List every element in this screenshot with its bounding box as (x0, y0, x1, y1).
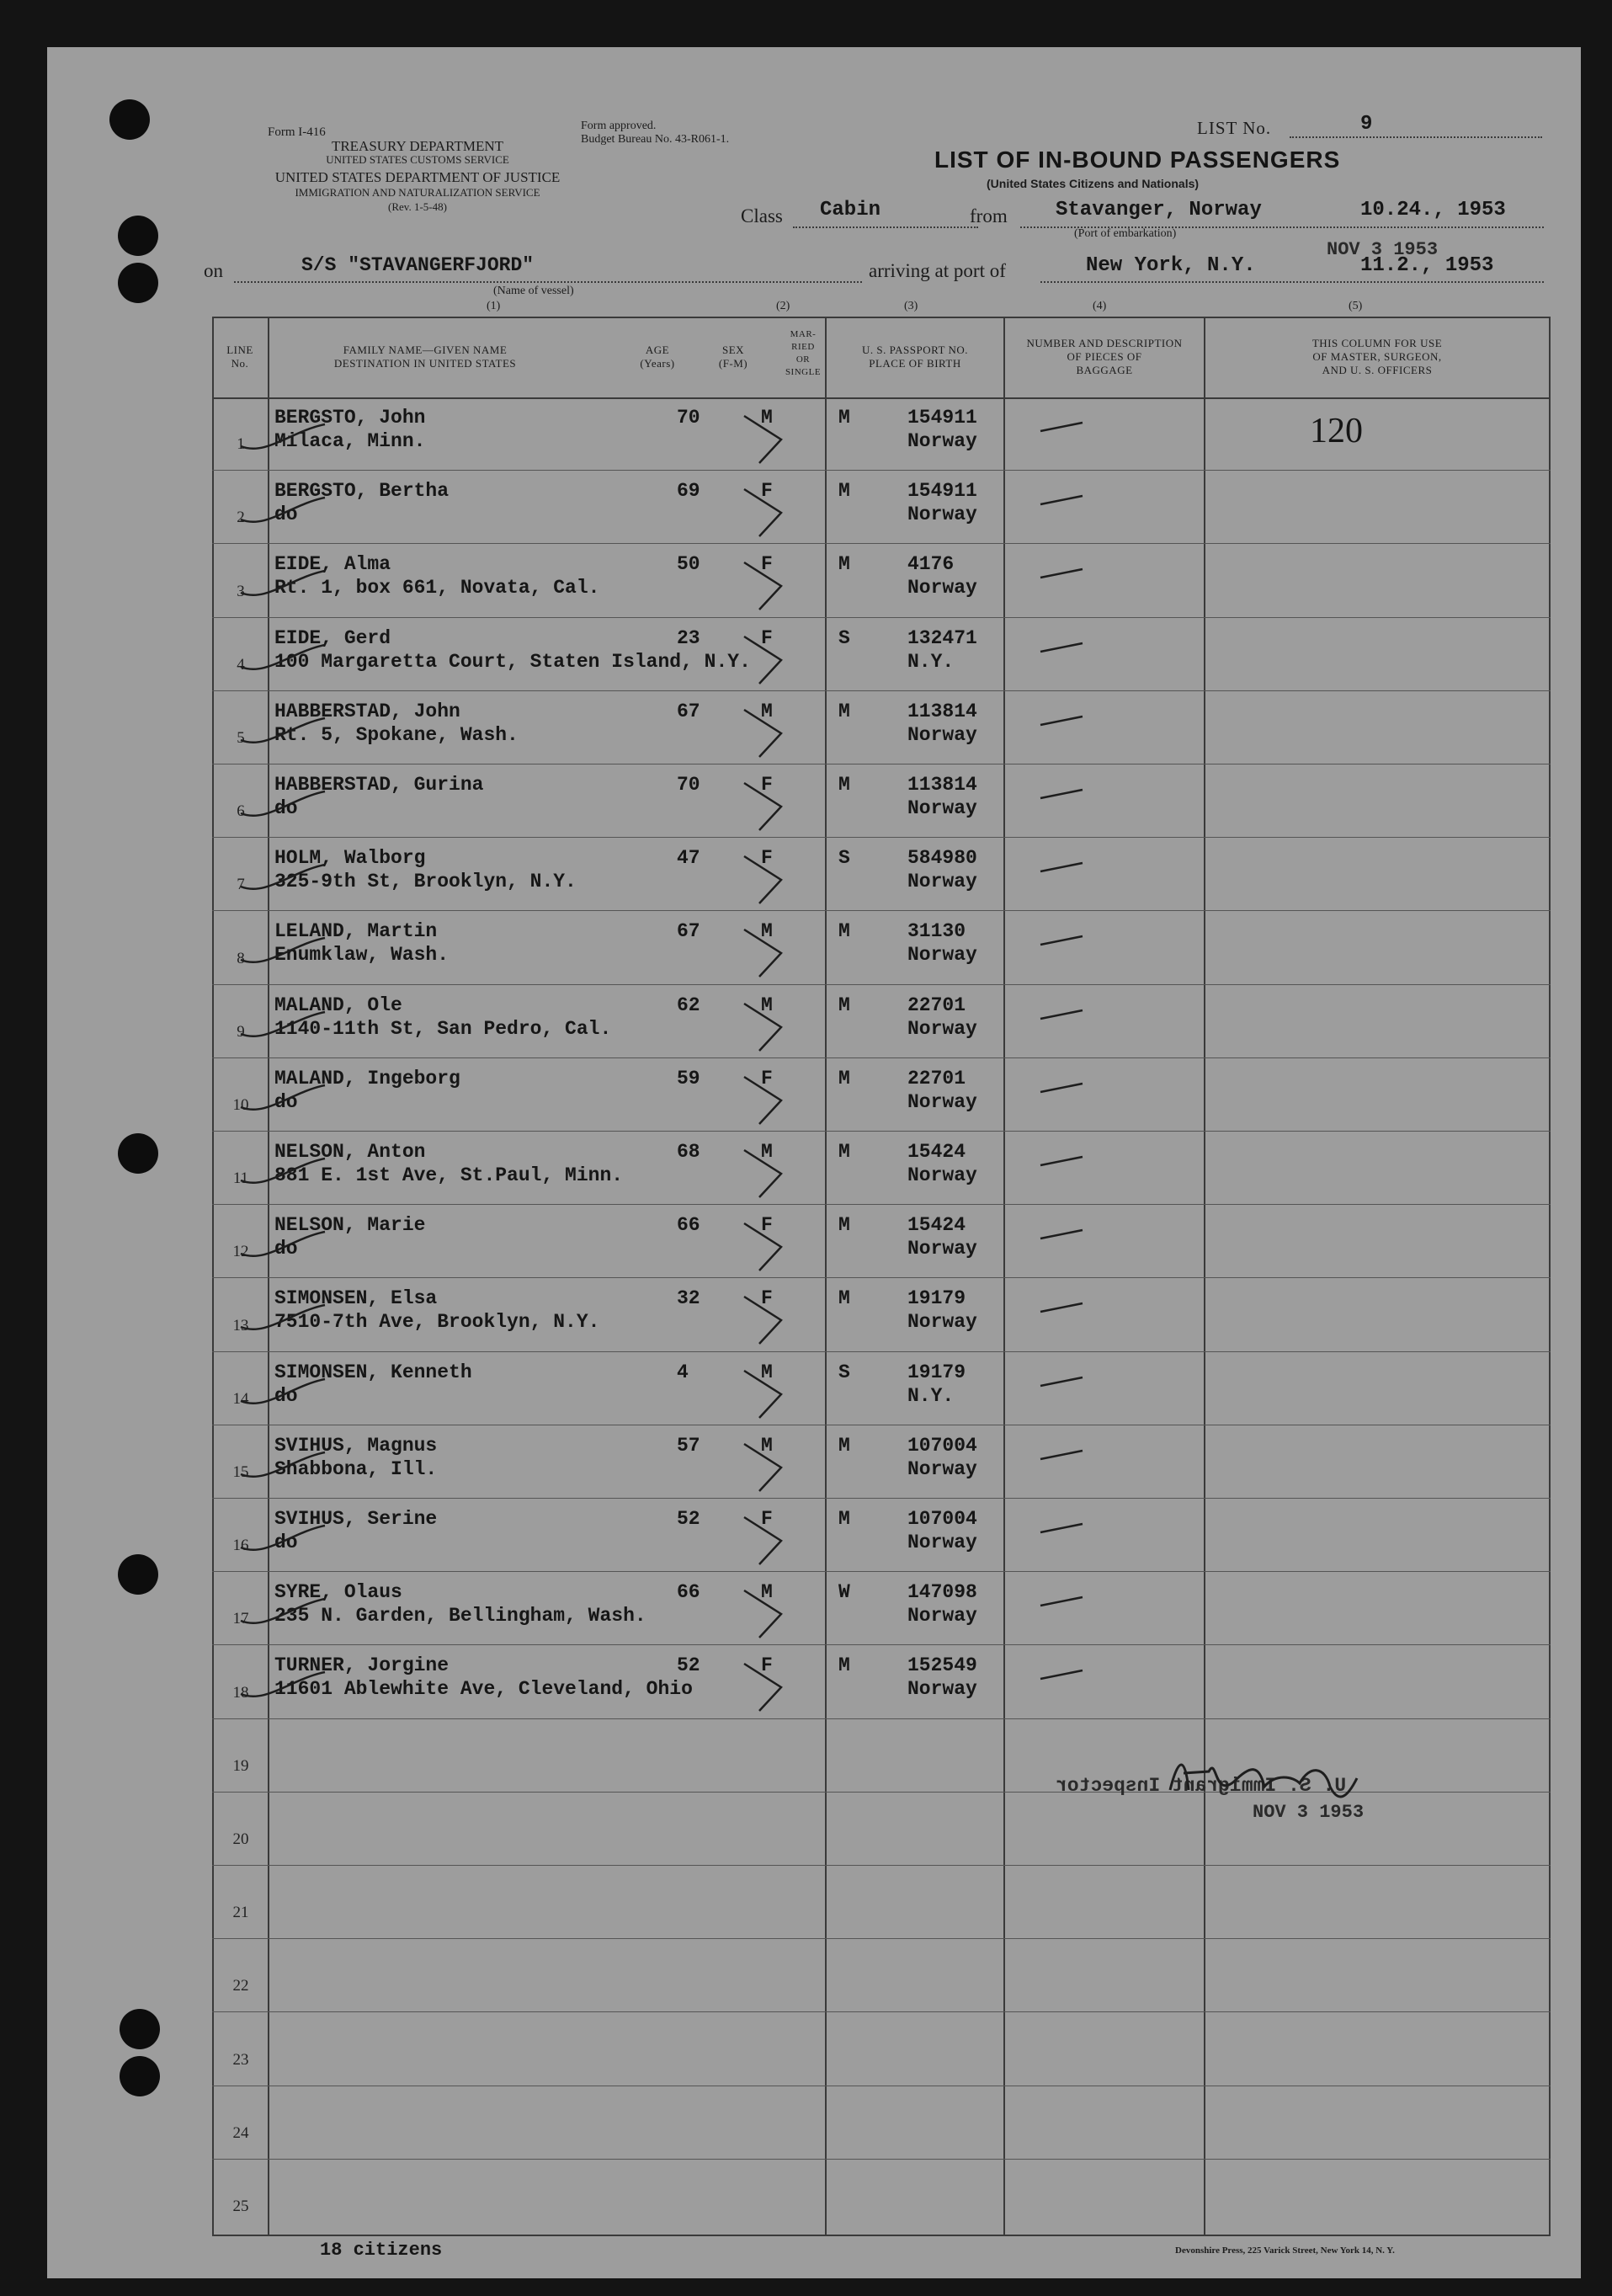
place-of-birth: Norway (907, 1457, 977, 1480)
age: 32 (677, 1287, 700, 1310)
line-number: 23 (232, 2050, 249, 2069)
place-of-birth: Norway (907, 1090, 977, 1113)
place-of-birth: N.Y. (907, 1384, 955, 1407)
line-number: 18 (232, 1683, 249, 1702)
place-of-birth: Norway (907, 1311, 977, 1334)
passport-number: 147098 (907, 1581, 977, 1604)
place-of-birth: Norway (907, 871, 977, 893)
marital-status: M (838, 774, 850, 796)
sex: F (761, 1508, 773, 1530)
arriving-date: 11.2., 1953 (1360, 254, 1494, 277)
passport-number: 22701 (907, 1067, 966, 1089)
line-number: 24 (232, 2123, 249, 2142)
place-of-birth: Norway (907, 1678, 977, 1701)
place-of-birth: Norway (907, 1532, 977, 1553)
marital-status: M (838, 553, 850, 576)
table-row (47, 1645, 1581, 1718)
place-of-birth: Norway (907, 1605, 977, 1627)
table-row (47, 1425, 1581, 1499)
place-of-birth: Norway (907, 430, 977, 452)
age: 4 (677, 1361, 689, 1383)
destination: do (274, 797, 298, 819)
customs-service: UNITED STATES CUSTOMS SERVICE (326, 153, 509, 166)
punch-hole (109, 99, 150, 140)
page-title: LIST OF IN-BOUND PASSENGERS (934, 146, 1341, 173)
passenger-name: HOLM, Walborg (274, 847, 426, 870)
header-passport: U. S. PASSPORT NO. PLACE OF BIRTH (862, 344, 968, 370)
line-number: 4 (237, 655, 245, 674)
place-of-birth: Norway (907, 797, 977, 819)
marital-status: M (838, 1067, 850, 1089)
document-page (47, 47, 1581, 2278)
table-row (47, 2160, 1581, 2233)
age: 69 (677, 480, 700, 503)
marital-status: M (838, 407, 850, 429)
age: 59 (677, 1067, 700, 1089)
revision: (Rev. 1-5-48) (388, 200, 447, 213)
department-of-justice: UNITED STATES DEPARTMENT OF JUSTICE (274, 169, 561, 185)
passenger-name: HABBERSTAD, Gurina (274, 774, 484, 796)
sex: M (761, 700, 773, 722)
line-number: 2 (237, 509, 245, 527)
total-citizens: 18 citizens (320, 2240, 443, 2261)
destination: 7510-7th Ave, Brooklyn, N.Y. (274, 1311, 600, 1334)
header-officer-column: THIS COLUMN FOR USE OF MASTER, SURGEON, AND U. S. OFFICERS (1311, 337, 1443, 376)
sex: M (761, 920, 773, 943)
sex: F (761, 1067, 773, 1089)
line-number: 20 (232, 1830, 249, 1848)
sex: F (761, 774, 773, 796)
line-number: 16 (232, 1537, 249, 1555)
form-number: Form I-416 (268, 125, 326, 139)
age: 67 (677, 700, 700, 722)
place-of-birth: Norway (907, 944, 977, 967)
marital-status: S (838, 847, 850, 870)
line-number: 14 (232, 1389, 249, 1408)
sex: M (761, 1434, 773, 1457)
passenger-name: EIDE, Alma (274, 553, 391, 576)
destination: do (274, 1090, 298, 1113)
column-number-4: (4) (1093, 300, 1107, 312)
line-number: 19 (232, 1756, 249, 1775)
age: 62 (677, 994, 700, 1016)
sex: F (761, 626, 773, 649)
header-married: MAR- RIED OR SINGLE (785, 329, 822, 377)
sex: M (761, 994, 773, 1016)
table-row (47, 1866, 1581, 1939)
column-number-5: (5) (1349, 300, 1363, 312)
class-value: Cabin (820, 199, 881, 221)
destination: 100 Margaretta Court, Staten Island, N.Y. (274, 650, 751, 673)
table-row (47, 1939, 1581, 2012)
age: 70 (677, 774, 700, 796)
line-number: 10 (232, 1095, 249, 1114)
passport-number: 107004 (907, 1508, 977, 1530)
table-row (47, 1352, 1581, 1425)
destination: do (274, 503, 298, 526)
sex: M (761, 1581, 773, 1604)
destination: Rt. 5, Spokane, Wash. (274, 723, 519, 746)
destination: 235 N. Garden, Bellingham, Wash. (274, 1605, 646, 1627)
passport-number: 107004 (907, 1434, 977, 1457)
table-row (47, 985, 1581, 1058)
vessel-name: S/S "STAVANGERFJORD" (301, 254, 535, 276)
passport-number: 31130 (907, 920, 966, 943)
arriving-port: New York, N.Y. (1086, 254, 1256, 277)
passenger-name: SVIHUS, Magnus (274, 1434, 438, 1457)
destination: Shabbona, Ill. (274, 1457, 438, 1480)
marital-status: M (838, 480, 850, 503)
list-no: 9 (1360, 113, 1373, 136)
passport-number: 154911 (907, 407, 977, 429)
table-row (47, 1132, 1581, 1205)
marital-status: W (838, 1581, 850, 1604)
marital-status: M (838, 1654, 850, 1677)
table-row (47, 764, 1581, 838)
passenger-name: TURNER, Jorgine (274, 1654, 450, 1677)
passport-number: 19179 (907, 1287, 966, 1310)
table-row (47, 1205, 1581, 1278)
age: 67 (677, 920, 700, 943)
marital-status: S (838, 626, 850, 649)
sex: F (761, 847, 773, 870)
passenger-name: EIDE, Gerd (274, 626, 391, 649)
table-row (47, 618, 1581, 691)
marital-status: M (838, 1434, 850, 1457)
age: 23 (677, 626, 700, 649)
header-age: AGE (Years) (640, 344, 675, 370)
sex: M (761, 1141, 773, 1163)
line-number: 15 (232, 1462, 249, 1481)
passenger-name: SYRE, Olaus (274, 1581, 402, 1604)
table-row (47, 691, 1581, 764)
place-of-birth: Norway (907, 1238, 977, 1260)
passport-number: 4176 (907, 553, 955, 576)
line-number: 12 (232, 1243, 249, 1261)
age: 70 (677, 407, 700, 429)
header-baggage: NUMBER AND DESCRIPTION OF PIECES OF BAGGAGE (1026, 337, 1183, 376)
passenger-name: HABBERSTAD, John (274, 700, 460, 722)
table-row (47, 838, 1581, 911)
line-number: 7 (237, 876, 245, 894)
column-number-3: (3) (904, 300, 918, 312)
passenger-name: SIMONSEN, Elsa (274, 1287, 438, 1310)
officer-note: 120 (1310, 412, 1363, 450)
destination: 325-9th St, Brooklyn, N.Y. (274, 871, 577, 893)
destination: 881 E. 1st Ave, St.Paul, Minn. (274, 1164, 624, 1186)
marital-status: M (838, 1508, 850, 1530)
age: 52 (677, 1654, 700, 1677)
destination: do (274, 1238, 298, 1260)
age: 50 (677, 553, 700, 576)
place-of-birth: Norway (907, 723, 977, 746)
inspector-stamp: U. S. Immigrant Inspector (1056, 1775, 1347, 1797)
passport-number: 19179 (907, 1361, 966, 1383)
marital-status: S (838, 1361, 850, 1383)
header-sex: SEX (F-M) (718, 344, 748, 370)
passenger-name: MALAND, Ole (274, 994, 402, 1016)
age: 66 (677, 1581, 700, 1604)
line-number: 1 (237, 435, 245, 454)
place-of-birth: Norway (907, 1164, 977, 1186)
place-of-birth: Norway (907, 1017, 977, 1040)
passport-number: 113814 (907, 774, 977, 796)
destination: 1140-11th St, San Pedro, Cal. (274, 1017, 612, 1040)
place-of-birth: Norway (907, 577, 977, 599)
received-date-stamp: NOV 3 1953 (1327, 239, 1439, 260)
line-number: 9 (237, 1022, 245, 1041)
table-row (47, 471, 1581, 544)
header-name: FAMILY NAME—GIVEN NAME DESTINATION IN UNITED STATES (333, 344, 517, 370)
passport-number: 113814 (907, 700, 977, 722)
sex: F (761, 480, 773, 503)
passport-number: 15424 (907, 1214, 966, 1237)
passport-number: 22701 (907, 994, 966, 1016)
passport-number: 132471 (907, 626, 977, 649)
destination: Enumklaw, Wash. (274, 944, 450, 967)
punch-hole (118, 263, 158, 303)
passenger-name: SIMONSEN, Kenneth (274, 1361, 472, 1383)
destination: Rt. 1, box 661, Novata, Cal. (274, 577, 600, 599)
line-number: 22 (232, 1977, 249, 1995)
list-no-label: LIST No. (1197, 118, 1272, 138)
place-of-birth: Norway (907, 503, 977, 526)
passenger-name: LELAND, Martin (274, 920, 438, 943)
marital-status: M (838, 994, 850, 1016)
table-row (47, 544, 1581, 617)
immigration-service: IMMIGRATION AND NATURALIZATION SERVICE (295, 186, 540, 199)
marital-status: M (838, 1141, 850, 1163)
line-number: 13 (232, 1316, 249, 1334)
sex: F (761, 553, 773, 576)
passenger-name: SVIHUS, Serine (274, 1508, 438, 1530)
line-number: 25 (232, 2197, 249, 2215)
destination: do (274, 1384, 298, 1407)
treasury-department: TREASURY DEPARTMENT (331, 138, 504, 154)
on-label: on (204, 260, 223, 281)
sex: F (761, 1214, 773, 1237)
table-row (47, 2012, 1581, 2086)
age: 52 (677, 1508, 700, 1530)
destination: do (274, 1532, 298, 1553)
from-value: Stavanger, Norway (1056, 199, 1262, 221)
line-number: 17 (232, 1610, 249, 1628)
marital-status: M (838, 1214, 850, 1237)
marital-status: M (838, 1287, 850, 1310)
sex: M (761, 1361, 773, 1383)
line-number: 11 (232, 1169, 249, 1188)
line-number: 6 (237, 802, 245, 821)
passport-number: 584980 (907, 847, 977, 870)
marital-status: M (838, 920, 850, 943)
marital-status: M (838, 700, 850, 722)
place-of-birth: N.Y. (907, 650, 955, 673)
printer-credit: Devonshire Press, 225 Varick Street, New York 14, N. Y. (1175, 2245, 1395, 2256)
vessel-name-label: (Name of vessel) (493, 285, 574, 297)
passport-number: 154911 (907, 480, 977, 503)
passenger-name: BERGSTO, Bertha (274, 480, 450, 503)
passenger-name: MALAND, Ingeborg (274, 1067, 460, 1089)
table-row (47, 1058, 1581, 1132)
age: 57 (677, 1434, 700, 1457)
passport-number: 152549 (907, 1654, 977, 1677)
column-number-2: (2) (776, 300, 790, 312)
arriving-label: arriving at port of (869, 260, 1006, 281)
punch-hole (118, 216, 158, 256)
inspector-signature (1158, 1739, 1470, 1815)
table-row (47, 1499, 1581, 1572)
passenger-name: NELSON, Anton (274, 1141, 426, 1163)
port-of-embarkation-label: (Port of embarkation) (1074, 227, 1177, 240)
header-line-no: LINE No. (226, 344, 253, 370)
age: 47 (677, 847, 700, 870)
table-row (47, 397, 1581, 471)
from-label: from (970, 205, 1008, 226)
age: 66 (677, 1214, 700, 1237)
column-number-1: (1) (487, 300, 501, 312)
line-number: 3 (237, 582, 245, 600)
age: 68 (677, 1141, 700, 1163)
inspector-stamp-date: NOV 3 1953 (1253, 1802, 1365, 1823)
table-row (47, 2086, 1581, 2160)
sex: F (761, 1287, 773, 1310)
sex: F (761, 1654, 773, 1677)
table-row (47, 1278, 1581, 1351)
table-row (47, 911, 1581, 984)
destination: 11601 Ablewhite Ave, Cleveland, Ohio (274, 1678, 693, 1701)
passenger-name: NELSON, Marie (274, 1214, 426, 1237)
passport-number: 15424 (907, 1141, 966, 1163)
table-row (47, 1572, 1581, 1645)
passenger-name: BERGSTO, John (274, 407, 426, 429)
line-number: 5 (237, 728, 245, 747)
destination: Milaca, Minn. (274, 430, 426, 452)
budget-bureau: Budget Bureau No. 43-R061-1. (581, 133, 730, 146)
line-number: 21 (232, 1904, 249, 1922)
from-date: 10.24., 1953 (1360, 199, 1506, 221)
line-number: 8 (237, 949, 245, 967)
class-label: Class (741, 205, 783, 226)
sex: M (761, 407, 773, 429)
page-subtitle: (United States Citizens and Nationals) (987, 177, 1200, 190)
form-approved: Form approved. (581, 120, 657, 132)
